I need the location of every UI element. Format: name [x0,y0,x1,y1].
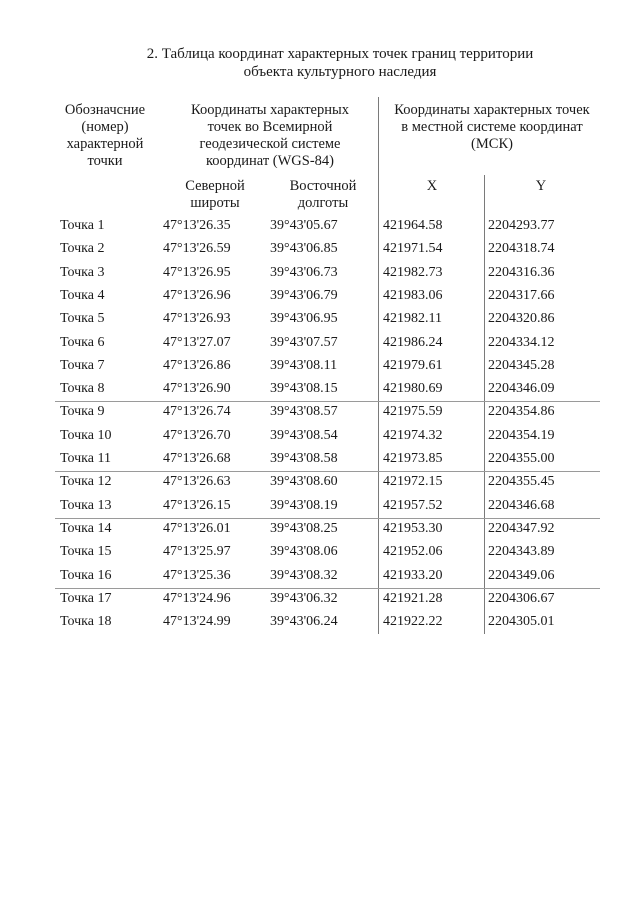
table-cell-point: Точка 18 [60,614,112,629]
title-line-1: 2. Таблица координат характерных точек границ территории [146,46,534,62]
table-cell-x: 421975.59 [383,404,443,419]
header-msk [380,102,604,153]
table-cell-y: 2204305.01 [488,614,555,629]
table-cell-x: 421973.85 [383,451,443,466]
table-cell-lat: 47°13'27.07 [163,335,231,350]
table-cell-lat: 47°13'26.63 [163,474,231,489]
table-cell-lat: 47°13'26.15 [163,498,231,513]
table-cell-point: Точка 3 [60,265,105,280]
table-cell-lon: 39°43'06.79 [270,288,338,303]
table-cell-lat: 47°13'26.95 [163,265,231,280]
table-divider-horizontal [55,518,600,519]
header-text: долготы [297,195,349,211]
table-cell-point: Точка 17 [60,591,112,606]
table-divider-vertical [378,97,379,634]
header-text: координат (WGS-84) [206,153,334,169]
table-cell-y: 2204320.86 [488,311,555,326]
table-title [120,45,560,81]
table-cell-lon: 39°43'08.58 [270,451,338,466]
table-cell-lon: 39°43'06.95 [270,311,338,326]
table-cell-y: 2204355.45 [488,474,555,489]
table-cell-lat: 47°13'26.90 [163,381,231,396]
table-cell-y: 2204346.09 [488,381,555,396]
table-cell-point: Точка 12 [60,474,112,489]
table-cell-point: Точка 10 [60,428,112,443]
table-cell-x: 421921.28 [383,591,443,606]
table-cell-y: 2204318.74 [488,241,555,256]
header-text: Восточной [289,178,357,194]
table-cell-lat: 47°13'26.35 [163,218,231,233]
table-cell-y: 2204316.36 [488,265,555,280]
header-text: Северной [185,178,245,194]
table-cell-y: 2204317.66 [488,288,555,303]
table-cell-y: 2204347.92 [488,521,555,536]
table-cell-lon: 39°43'06.73 [270,265,338,280]
table-cell-x: 421982.73 [383,265,443,280]
table-cell-y: 2204354.19 [488,428,555,443]
header-wgs84 [170,102,370,170]
table-cell-point: Точка 7 [60,358,105,373]
table-cell-lon: 39°43'06.32 [270,591,338,606]
table-cell-y: 2204334.12 [488,335,555,350]
table-cell-lon: 39°43'08.06 [270,544,338,559]
table-cell-lon: 39°43'08.25 [270,521,338,536]
header-text: Координаты характерных [191,102,349,118]
header-text: (номер) [81,119,129,135]
header-text: точки [87,153,123,169]
header-y: Y [535,178,547,194]
table-cell-x: 421974.32 [383,428,443,443]
table-cell-lat: 47°13'25.97 [163,544,231,559]
table-cell-x: 421957.52 [383,498,443,513]
table-cell-point: Точка 11 [60,451,111,466]
header-text: (МСК) [471,136,513,152]
table-cell-y: 2204355.00 [488,451,555,466]
header-longitude [278,178,368,212]
table-cell-point: Точка 16 [60,568,112,583]
header-text: точек во Всемирной [207,119,333,135]
table-cell-lat: 47°13'25.36 [163,568,231,583]
table-cell-x: 421933.20 [383,568,443,583]
table-cell-lon: 39°43'08.15 [270,381,338,396]
table-divider-vertical [484,175,485,634]
table-cell-y: 2204345.28 [488,358,555,373]
table-cell-point: Точка 15 [60,544,112,559]
table-divider-horizontal [55,588,600,589]
header-point-designation [55,102,155,170]
table-cell-y: 2204346.68 [488,498,555,513]
table-cell-x: 421964.58 [383,218,443,233]
table-cell-x: 421952.06 [383,544,443,559]
header-text: в местной системе координат [401,119,583,135]
table-divider-horizontal [55,401,600,402]
table-cell-lat: 47°13'26.93 [163,311,231,326]
table-cell-lon: 39°43'07.57 [270,335,338,350]
table-cell-lon: 39°43'08.54 [270,428,338,443]
table-cell-x: 421980.69 [383,381,443,396]
table-cell-lat: 47°13'26.96 [163,288,231,303]
table-cell-point: Точка 8 [60,381,105,396]
header-text: характерной [66,136,144,152]
table-cell-lon: 39°43'08.11 [270,358,338,373]
header-text: геодезической системе [199,136,341,152]
table-cell-x: 421922.22 [383,614,443,629]
table-cell-lat: 47°13'26.70 [163,428,231,443]
table-cell-lat: 47°13'26.74 [163,404,231,419]
table-cell-lat: 47°13'26.01 [163,521,231,536]
table-cell-y: 2204343.89 [488,544,555,559]
table-cell-point: Точка 9 [60,404,105,419]
table-cell-point: Точка 4 [60,288,105,303]
table-cell-lon: 39°43'06.24 [270,614,338,629]
table-cell-lat: 47°13'24.96 [163,591,231,606]
header-text: Обозначсние [64,102,146,118]
table-cell-lat: 47°13'26.68 [163,451,231,466]
table-cell-point: Точка 13 [60,498,112,513]
table-cell-x: 421972.15 [383,474,443,489]
table-cell-lon: 39°43'05.67 [270,218,338,233]
table-divider-horizontal [55,471,600,472]
table-cell-lon: 39°43'08.32 [270,568,338,583]
table-cell-lon: 39°43'08.57 [270,404,338,419]
table-cell-x: 421979.61 [383,358,443,373]
table-cell-x: 421971.54 [383,241,443,256]
table-cell-point: Точка 14 [60,521,112,536]
table-cell-lat: 47°13'24.99 [163,614,231,629]
table-cell-x: 421982.11 [383,311,442,326]
header-x: X [426,178,438,194]
table-cell-lon: 39°43'08.19 [270,498,338,513]
table-cell-lon: 39°43'08.60 [270,474,338,489]
table-cell-y: 2204306.67 [488,591,555,606]
table-cell-x: 421983.06 [383,288,443,303]
table-cell-lon: 39°43'06.85 [270,241,338,256]
table-cell-x: 421986.24 [383,335,443,350]
header-text: Координаты характерных точек [394,102,590,118]
table-cell-y: 2204354.86 [488,404,555,419]
table-cell-point: Точка 1 [60,218,105,233]
header-latitude [170,178,260,212]
table-cell-point: Точка 6 [60,335,105,350]
table-cell-y: 2204349.06 [488,568,555,583]
table-cell-lat: 47°13'26.59 [163,241,231,256]
table-cell-y: 2204293.77 [488,218,555,233]
table-cell-point: Точка 5 [60,311,105,326]
title-line-2: объекта культурного наследия [243,64,437,80]
header-text: широты [190,195,240,211]
table-cell-lat: 47°13'26.86 [163,358,231,373]
table-cell-point: Точка 2 [60,241,105,256]
table-cell-x: 421953.30 [383,521,443,536]
